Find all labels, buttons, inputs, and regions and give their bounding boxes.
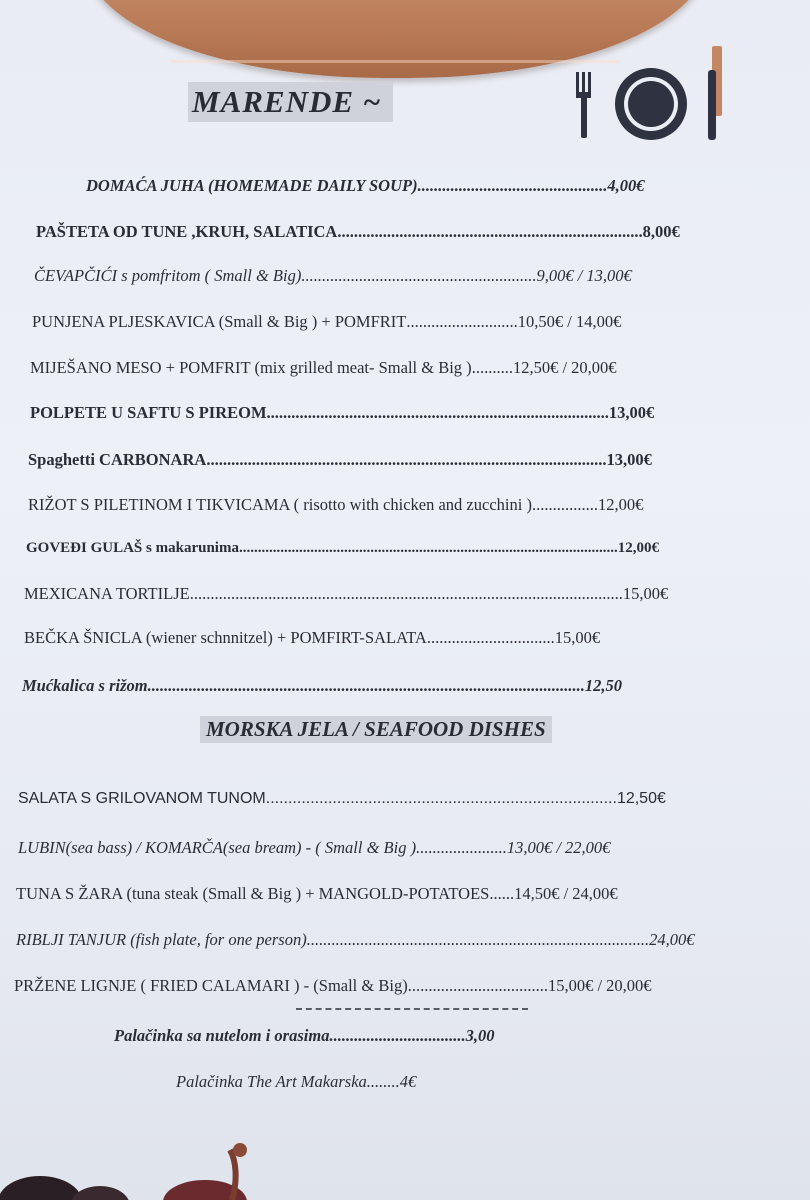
menu-item: [0, 584, 810, 604]
item-price: 4,00€: [607, 176, 645, 195]
item-dots: .........................................................: [301, 266, 537, 285]
item-name: TUNA S ŽARA (tuna steak (Small & Big ) + MANGOLD-POTATOES: [16, 884, 490, 903]
item-dots: .....................................................................................................: [238, 540, 618, 556]
menu-item: [0, 266, 810, 286]
item-dots: ...................................................................................: [306, 930, 650, 949]
item-dots: ...................................................................................: [266, 403, 609, 422]
section-title: MORSKA JELA / SEAFOOD DISHES: [200, 716, 552, 743]
item-dots: ........: [366, 1072, 400, 1091]
item-dots: ..........................................................................: [337, 222, 643, 241]
menu-item: [0, 628, 810, 648]
dessert-item: [0, 1072, 810, 1092]
item-name: ČEVAPČIĆI s pomfritom ( Small & Big): [34, 266, 302, 285]
menu-item: [0, 495, 810, 515]
cutlery-plate-icon: [572, 66, 722, 142]
menu-item: [0, 540, 810, 557]
item-name: RIBLJI TANJUR (fish plate, for one person): [16, 930, 307, 949]
item-name: PAŠTETA OD TUNE ,KRUH, SALATICA: [36, 222, 338, 241]
item-name: BEČKA ŠNICLA (wiener schnnitzel) + POMFIRT-SALATA: [24, 628, 427, 647]
item-price: 12,50€: [616, 790, 666, 807]
dashed-divider: [296, 1008, 528, 1010]
seafood-item: [0, 790, 810, 808]
item-price: 12,50: [584, 676, 622, 695]
seafood-item: [0, 930, 810, 950]
item-name: LUBIN(sea bass) / KOMARČA(sea bream) - ( Small & Big ): [18, 838, 417, 857]
seafood-item: [0, 884, 810, 904]
item-price: 13,00€ / 22,00€: [506, 838, 611, 857]
item-dots: ......................: [416, 838, 507, 857]
item-price: 10,50€ / 14,00€: [517, 312, 622, 331]
item-price: 15,00€: [622, 584, 669, 603]
item-name: RIŽOT S PILETINOM I TIKVICAMA ( risotto with chicken and zucchini ): [28, 495, 532, 514]
item-price: 12,00€: [617, 540, 659, 556]
menu-item: [0, 312, 810, 332]
item-dots: ..............................................: [417, 176, 608, 195]
item-price: 9,00€ / 13,00€: [536, 266, 632, 285]
item-name: Palačinka sa nutelom i orasima: [114, 1026, 330, 1045]
item-price: 15,00€: [554, 628, 601, 647]
menu-clip-ridge: [170, 60, 620, 63]
item-dots: ...............................................................................: [265, 790, 617, 807]
item-price: 13,00€: [606, 450, 652, 469]
item-price: 4€: [399, 1072, 417, 1091]
menu-item: [0, 403, 810, 423]
item-price: 15,00€ / 20,00€: [547, 976, 652, 995]
item-dots: ......: [489, 884, 515, 903]
item-name: Mućkalica s rižom: [22, 676, 148, 695]
item-name: Palačinka The Art Makarska: [176, 1072, 367, 1091]
item-name: DOMAĆA JUHA (HOMEMADE DAILY SOUP): [86, 176, 418, 195]
item-name: POLPETE U SAFTU S PIREOM: [30, 403, 267, 422]
item-dots: ..................................: [407, 976, 548, 995]
menu-title: MARENDE ~: [188, 82, 393, 122]
item-name: MEXICANA TORTILJE: [24, 584, 190, 603]
item-price: 12,00€: [597, 495, 644, 514]
item-dots: .........................................................................................................: [189, 584, 623, 603]
item-price: 14,50€ / 24,00€: [514, 884, 618, 903]
menu-item: [0, 450, 810, 470]
item-dots: .................................................................................................: [206, 450, 607, 469]
seafood-item: [0, 838, 810, 858]
item-name: PRŽENE LIGNJE ( FRIED CALAMARI ) - (Small & Big): [14, 976, 408, 995]
item-price: 8,00€: [642, 222, 680, 241]
item-name: PUNJENA PLJESKAVICA (Small & Big ) + POMFRIT: [32, 312, 407, 331]
olive-decoration: [0, 1140, 300, 1200]
item-dots: ................: [531, 495, 598, 514]
item-name: GOVEĐI GULAŠ s makarunima: [26, 540, 239, 556]
item-dots: ..........................................................................................................: [147, 676, 585, 695]
item-price: 3,00: [465, 1026, 495, 1045]
menu-item: [0, 222, 810, 242]
item-dots: ..........: [471, 358, 513, 377]
menu-item: [0, 676, 810, 696]
item-name: SALATA S GRILOVANOM TUNOM: [18, 790, 266, 807]
item-dots: ...............................: [426, 628, 555, 647]
dessert-item: [0, 1026, 810, 1046]
menu-item: [0, 176, 810, 196]
item-dots: ...........................: [406, 312, 518, 331]
menu-item: [0, 358, 810, 378]
item-name: MIJEŠANO MESO + POMFRIT (mix grilled meat- Small & Big ): [30, 358, 472, 377]
item-price: 13,00€: [608, 403, 655, 422]
item-price: 12,50€ / 20,00€: [512, 358, 617, 377]
item-price: 24,00€: [649, 930, 695, 949]
item-dots: .................................: [329, 1026, 466, 1045]
item-name: Spaghetti CARBONARA: [28, 450, 207, 469]
seafood-item: [0, 976, 810, 996]
